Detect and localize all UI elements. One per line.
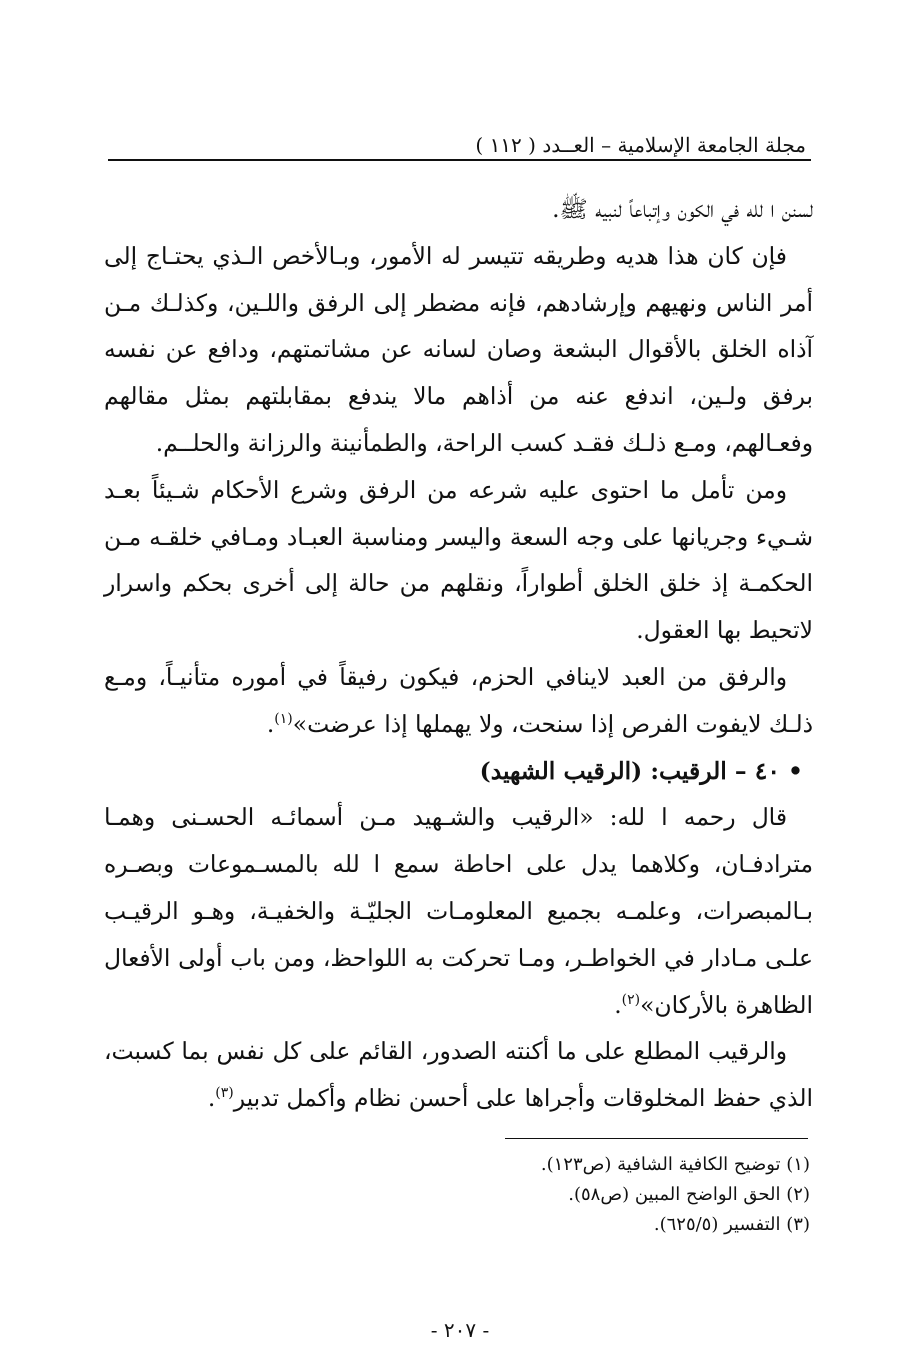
footnotes	[480, 1150, 810, 1240]
paragraph-5: قال رحمه ا لله: «الرقيب والشـهيد مـن أسمائـه الحسـنى وهمـا مترادفـان، وكلاهما يدل على احاطة سمع ا لله بالمسـموعات وبصـره بـالمبصرات، وعلمـه بجميع المعلومـات الجليّـة والخفيـة، وهـو الرقيـب علـى مـادار في الخواطـر، ومـا تحركت به اللواحظ، ومن باب أولى الأفعال الظاهرة بالأركان»$^{(٢)}$.	[104, 803, 813, 1019]
paragraph-2: فإن كان هذا هديه وطريقه تتيسر له الأمور، وبـالأخص الـذي يحتـاج إلى أمر الناس ونهيهم وإرشادهم، فإنه مضطر إلى الرفق واللـين، وكذلـك مـن آذاه الخلق بالأقوال البشعة وصان لسانه عن مشاتمتهم، ودافع عن نفسه برفق ولـين، اندفع عنه من أذاهم مالا يندفع بمقابلتهم بمثل مقالهم وفعـالهم، ومـع ذلـك فقـد كسب الراحة، والطمأنينة والرزانة والحلــم.	[104, 241, 813, 457]
paragraph-4: والرفق من العبد لاينافي الحزم، فيكون رفيقاً في أموره متأنيـاً، ومـع ذلـك لايفوت الفرص إذا سنحت، ولا يهملها إذا عرضت»$^{(١)}$.	[104, 662, 813, 738]
footnote-1: (١) توضيح الكافية الشافية (ص١٢٣).	[540, 1154, 810, 1175]
page-number: - ٢٠٧ -	[430, 1318, 490, 1342]
footnote-ref-2: (٢)	[621, 991, 641, 1008]
footnote-ref-1: (١)	[274, 710, 293, 727]
main-body	[104, 186, 813, 1122]
section-heading: • ٤٠ – الرقيب: (الرقيب الشهيد)	[479, 756, 803, 785]
paragraph-1: لسنن ا لله في الكون وإتباعاً لنبيه ﷺ.	[552, 195, 813, 223]
footnote-2: (٢) الحق الواضح المبين (ص٥٨).	[568, 1184, 810, 1205]
paragraph-6: والرقيب المطلع على ما أكنته الصدور، القائم على كل نفس بما كسبت، الذي حفظ المخلوقات وأجراها على أحسن نظام وأكمل تدبير$^{(٣)}$.	[104, 1037, 813, 1113]
footnote-ref-3: (٣)	[215, 1085, 234, 1102]
footnote-3: (٣) التفسير (٦٢٥/٥).	[653, 1214, 810, 1235]
paragraph-3: ومن تأمل ما احتوى عليه شرعه من الرفق وشرع الأحكام شـيئاً بعـد شـيء وجريانها على وجه السعة واليسر ومناسبة العبـاد ومـافي خلقـه مـن الحكمـة إذ خلق الخلق أطواراً، ونقلهم من حالة إلى أخرى بحكم واسرار لاتحيط بها العقول.	[104, 475, 813, 645]
running-header: مجلة الجامعة الإسلامية – العــدد ( ١١٢ )	[475, 133, 806, 157]
footnote-divider	[505, 1138, 808, 1139]
header-divider	[108, 159, 811, 161]
